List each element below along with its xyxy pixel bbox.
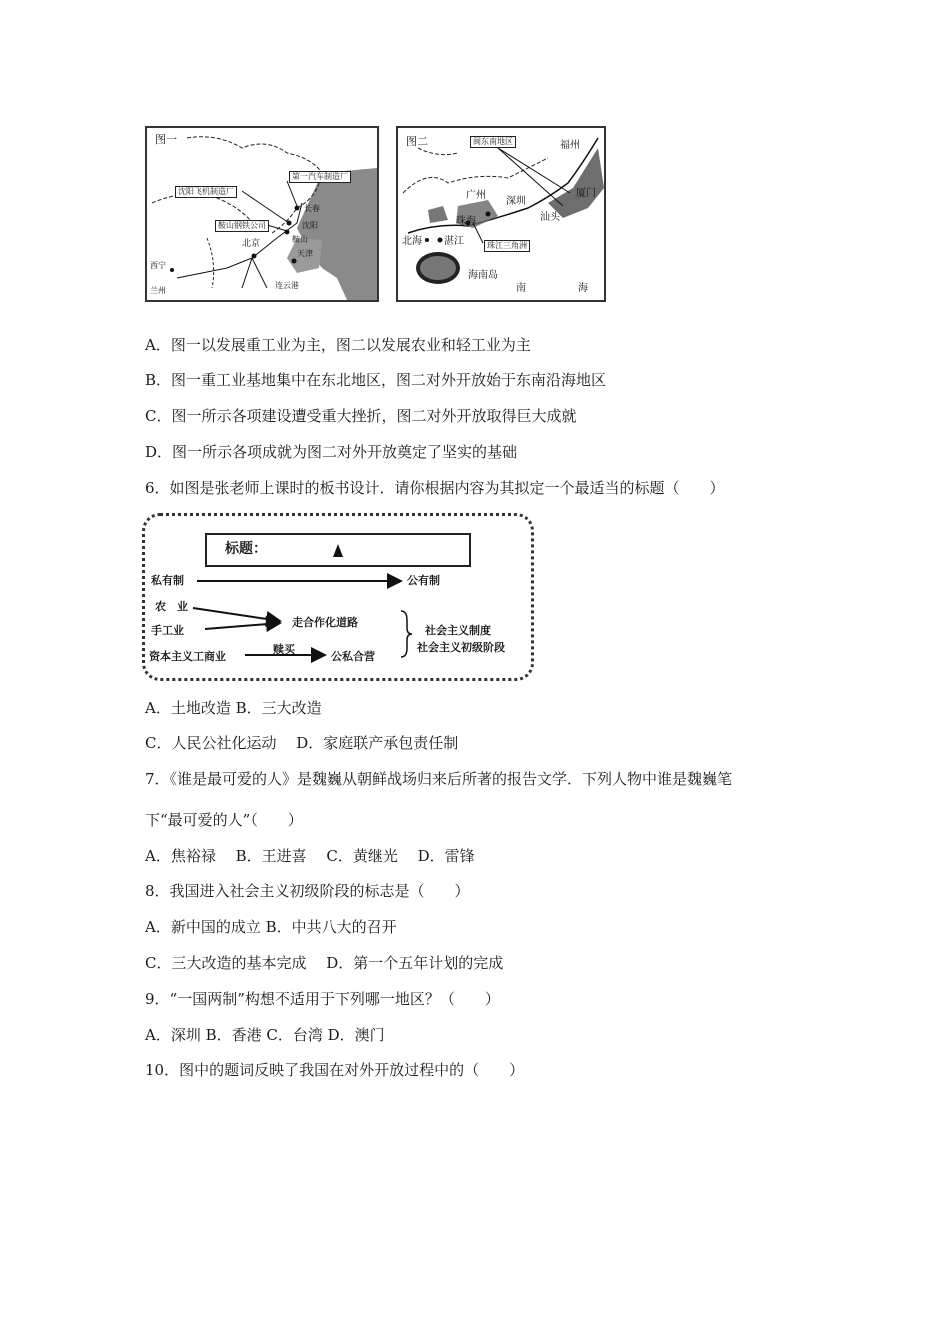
map-label-shenyang-aircraft: 沈阳飞机制造厂 [175, 186, 237, 198]
map-label-pearl-delta: 珠江三角洲 [484, 240, 530, 252]
map-label-anshan: 鞍山 [292, 235, 308, 244]
q5-option-c: C．图一所示各项建设遭受重大挫折，图二对外开放取得巨大成就 [145, 407, 577, 425]
map-label-beijing: 北京 [242, 239, 261, 249]
map-label-lianyungang: 连云港 [275, 281, 299, 290]
board-title-box [205, 533, 471, 567]
map-label-lanzhou: 兰州 [150, 286, 166, 295]
q5-option-d: D．图一所示各项成就为图二对外开放奠定了坚实的基础 [145, 443, 518, 461]
q7-question-line1: 7．《谁是最可爱的人》是魏巍从朝鲜战场归来后所著的报告文学．下列人物中谁是魏巍笔 [145, 770, 733, 788]
q5-option-a: A．图一以发展重工业为主，图二以发展农业和轻工业为主 [145, 336, 531, 354]
map-label-tianjin: 天津 [297, 249, 313, 258]
map-label-zhanjiang: 湛江 [444, 236, 464, 247]
map-label-xiamen: 厦门 [576, 188, 596, 199]
q5-option-b: B．图一重工业基地集中在东北地区，图二对外开放始于东南沿海地区 [145, 371, 607, 389]
map-two-title: 图二 [406, 135, 428, 148]
map-label-xining: 西宁 [150, 261, 166, 270]
map-label-beihai: 北海 [402, 236, 422, 247]
map-label-fuzhou: 福州 [560, 140, 580, 151]
board-redeem: 赎买 [273, 643, 295, 656]
map-figure-one [145, 126, 379, 302]
q6-options-line1: A．土地改造 B．三大改造 [145, 699, 322, 717]
map-label-south-sea-1: 南 [516, 283, 526, 294]
map-figure-two [396, 126, 606, 302]
q8-options-line1: A．新中国的成立 B．中共八大的召开 [145, 918, 397, 936]
q6-options-line2: C．人民公社化运动 D．家庭联产承包责任制 [145, 734, 459, 752]
triangle-icon [333, 544, 343, 557]
board-capitalist: 资本主义工商业 [149, 650, 226, 663]
map-one-drawing [147, 128, 377, 300]
board-private: 私有制 [151, 574, 184, 587]
board-agriculture: 农 业 [155, 600, 188, 613]
map-label-south-sea-2: 海 [578, 283, 588, 294]
board-socialist-system: 社会主义制度 [425, 624, 491, 637]
map-label-anshan-steel: 鞍山钢铁公司 [215, 220, 269, 232]
q7-options: A．焦裕禄 B．王进喜 C．黄继光 D．雷锋 [145, 847, 475, 865]
q6-question: 6．如图是张老师上课时的板书设计．请你根据内容为其拟定一个最适当的标题（ ） [145, 479, 725, 497]
board-handicraft: 手工业 [151, 624, 184, 637]
map-label-first-auto: 第一汽车制造厂 [289, 171, 351, 183]
q8-options-line2: C．三大改造的基本完成 D．第一个五年计划的完成 [145, 954, 504, 972]
map-label-changchun: 长春 [304, 204, 320, 213]
q9-question: 9．“一国两制”构想不适用于下列哪一地区？（ ） [145, 990, 500, 1008]
q7-question-line2: 下“最可爱的人”（ ） [145, 811, 303, 829]
q10-question: 10．图中的题词反映了我国在对外开放过程中的（ ） [145, 1061, 525, 1079]
q8-question: 8．我国进入社会主义初级阶段的标志是（ ） [145, 882, 470, 900]
map-label-minnan: 闽东南地区 [470, 136, 516, 148]
map-label-hainan: 海南岛 [468, 270, 498, 281]
board-title-label: 标题： [225, 541, 267, 557]
map-label-guangzhou: 广州 [466, 190, 486, 201]
board-cooperative: 走合作化道路 [292, 616, 358, 629]
board-public: 公有制 [407, 574, 440, 587]
map-two-drawing [398, 128, 604, 300]
map-label-zhuhai: 珠海 [456, 216, 476, 227]
board-primary-stage: 社会主义初级阶段 [417, 641, 505, 654]
map-label-shenzhen: 深圳 [506, 196, 526, 207]
blackboard-design [142, 513, 534, 681]
map-label-shenyang: 沈阳 [302, 221, 318, 230]
q9-options: A．深圳 B．香港 C．台湾 D．澳门 [145, 1026, 385, 1044]
board-joint: 公私合营 [331, 650, 375, 663]
map-one-title: 图一 [155, 133, 177, 146]
map-label-shantou: 汕头 [540, 212, 560, 223]
